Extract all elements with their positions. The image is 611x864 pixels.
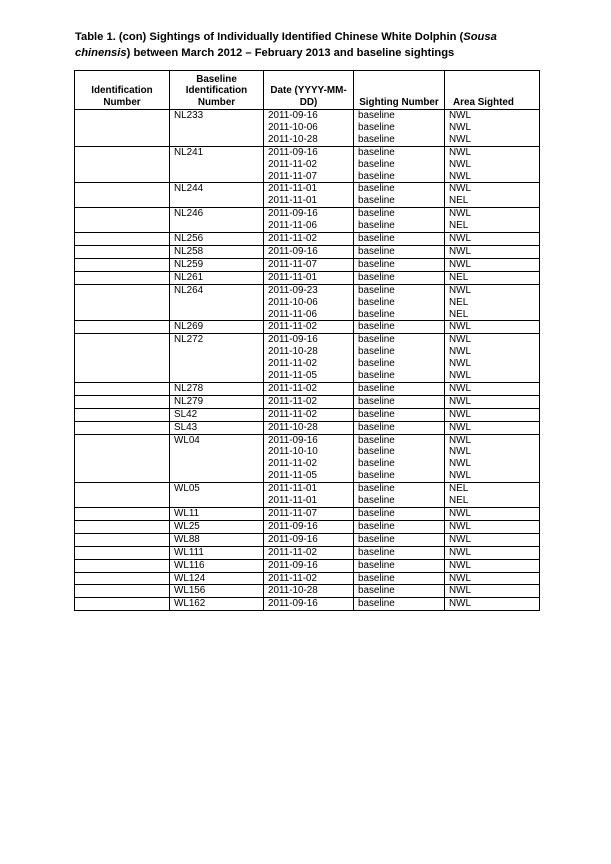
cell-area-sighted: NEL [445, 309, 540, 321]
cell-sighting-number: baseline [354, 183, 445, 195]
cell-sighting-number: baseline [354, 358, 445, 370]
cell-baseline-id [170, 220, 264, 232]
cell-baseline-id: WL111 [170, 546, 264, 559]
cell-identification-number [75, 284, 170, 296]
cell-sighting-number: baseline [354, 208, 445, 220]
cell-sighting-number: baseline [354, 134, 445, 146]
cell-baseline-id: WL116 [170, 559, 264, 572]
cell-date: 2011-11-02 [264, 572, 354, 585]
caption-prefix: Table 1. (con) Sightings of Individually Identified Chinese White Dolphin ( [75, 31, 464, 43]
cell-identification-number [75, 520, 170, 533]
cell-sighting-number: baseline [354, 546, 445, 559]
cell-date: 2011-11-07 [264, 171, 354, 183]
cell-identification-number [75, 159, 170, 171]
cell-baseline-id: SL42 [170, 408, 264, 421]
cell-baseline-id: WL11 [170, 508, 264, 521]
cell-baseline-id [170, 297, 264, 309]
table-row [75, 159, 540, 171]
cell-baseline-id: NL244 [170, 183, 264, 195]
cell-baseline-id: SL43 [170, 421, 264, 434]
table-row [75, 134, 540, 146]
caption-suffix: ) between March 2012 – February 2013 and baseline sightings [126, 47, 455, 59]
table-row [75, 585, 540, 598]
cell-sighting-number: baseline [354, 458, 445, 470]
table-row [75, 321, 540, 334]
cell-date: 2011-11-02 [264, 358, 354, 370]
cell-identification-number [75, 382, 170, 395]
cell-baseline-id: WL25 [170, 520, 264, 533]
cell-sighting-number: baseline [354, 483, 445, 495]
header-baseline-identification-number: Baseline Identification Number [170, 71, 264, 110]
cell-date: 2011-11-02 [264, 159, 354, 171]
cell-area-sighted: NWL [445, 458, 540, 470]
header-identification-number: Identification Number [75, 71, 170, 110]
caption-species: Sousa chinensis [75, 31, 497, 59]
cell-sighting-number: baseline [354, 122, 445, 134]
table-row [75, 572, 540, 585]
cell-identification-number [75, 134, 170, 146]
cell-baseline-id: NL246 [170, 208, 264, 220]
sightings-table [74, 70, 540, 611]
cell-date: 2011-11-02 [264, 395, 354, 408]
cell-area-sighted: NEL [445, 483, 540, 495]
cell-identification-number [75, 446, 170, 458]
cell-sighting-number: baseline [354, 346, 445, 358]
cell-identification-number [75, 297, 170, 309]
cell-identification-number [75, 146, 170, 158]
cell-identification-number [75, 171, 170, 183]
cell-baseline-id [170, 122, 264, 134]
table-row [75, 598, 540, 611]
cell-sighting-number: baseline [354, 559, 445, 572]
cell-sighting-number: baseline [354, 533, 445, 546]
cell-sighting-number: baseline [354, 284, 445, 296]
cell-sighting-number: baseline [354, 408, 445, 421]
table-row [75, 220, 540, 232]
cell-sighting-number: baseline [354, 297, 445, 309]
table-row [75, 122, 540, 134]
table-row [75, 297, 540, 309]
cell-area-sighted: NWL [445, 533, 540, 546]
cell-area-sighted: NWL [445, 382, 540, 395]
cell-identification-number [75, 183, 170, 195]
cell-baseline-id: NL233 [170, 110, 264, 122]
cell-area-sighted: NEL [445, 195, 540, 207]
cell-area-sighted: NEL [445, 495, 540, 507]
cell-area-sighted: NWL [445, 508, 540, 521]
cell-sighting-number: baseline [354, 334, 445, 346]
cell-baseline-id: WL124 [170, 572, 264, 585]
cell-area-sighted: NWL [445, 159, 540, 171]
table-row [75, 258, 540, 271]
cell-baseline-id [170, 309, 264, 321]
cell-baseline-id: NL272 [170, 334, 264, 346]
cell-area-sighted: NWL [445, 559, 540, 572]
cell-sighting-number: baseline [354, 508, 445, 521]
cell-date: 2011-11-01 [264, 195, 354, 207]
cell-sighting-number: baseline [354, 395, 445, 408]
cell-date: 2011-11-01 [264, 271, 354, 284]
cell-area-sighted: NEL [445, 271, 540, 284]
cell-area-sighted: NWL [445, 122, 540, 134]
cell-date: 2011-11-01 [264, 183, 354, 195]
cell-identification-number [75, 408, 170, 421]
cell-date: 2011-11-02 [264, 408, 354, 421]
cell-area-sighted: NEL [445, 220, 540, 232]
cell-area-sighted: NWL [445, 171, 540, 183]
cell-date: 2011-10-28 [264, 585, 354, 598]
cell-baseline-id [170, 159, 264, 171]
cell-sighting-number: baseline [354, 171, 445, 183]
cell-area-sighted: NWL [445, 434, 540, 446]
table-row [75, 271, 540, 284]
cell-date: 2011-10-28 [264, 346, 354, 358]
cell-date: 2011-10-28 [264, 134, 354, 146]
cell-identification-number [75, 585, 170, 598]
cell-identification-number [75, 546, 170, 559]
table-row [75, 195, 540, 207]
header-area-sighted: Area Sighted [445, 71, 540, 110]
table-row [75, 346, 540, 358]
cell-baseline-id: NL264 [170, 284, 264, 296]
table-body [75, 110, 540, 611]
cell-area-sighted: NWL [445, 284, 540, 296]
cell-date: 2011-11-02 [264, 458, 354, 470]
cell-area-sighted: NWL [445, 520, 540, 533]
cell-baseline-id [170, 195, 264, 207]
cell-area-sighted: NWL [445, 208, 540, 220]
cell-date: 2011-11-06 [264, 220, 354, 232]
cell-area-sighted: NWL [445, 572, 540, 585]
cell-date: 2011-09-16 [264, 245, 354, 258]
cell-sighting-number: baseline [354, 110, 445, 122]
table-row [75, 245, 540, 258]
cell-sighting-number: baseline [354, 146, 445, 158]
cell-identification-number [75, 346, 170, 358]
cell-date: 2011-09-23 [264, 284, 354, 296]
cell-date: 2011-09-16 [264, 110, 354, 122]
cell-date: 2011-11-02 [264, 321, 354, 334]
cell-area-sighted: NWL [445, 134, 540, 146]
cell-area-sighted: NWL [445, 146, 540, 158]
table-row [75, 508, 540, 521]
cell-area-sighted: NWL [445, 598, 540, 611]
cell-sighting-number: baseline [354, 495, 445, 507]
cell-baseline-id [170, 346, 264, 358]
cell-identification-number [75, 508, 170, 521]
cell-sighting-number: baseline [354, 309, 445, 321]
cell-date: 2011-11-06 [264, 309, 354, 321]
cell-baseline-id: WL156 [170, 585, 264, 598]
cell-area-sighted: NWL [445, 546, 540, 559]
cell-identification-number [75, 309, 170, 321]
cell-baseline-id [170, 470, 264, 482]
table-row [75, 546, 540, 559]
cell-baseline-id: NL261 [170, 271, 264, 284]
cell-sighting-number: baseline [354, 370, 445, 382]
cell-area-sighted: NWL [445, 245, 540, 258]
cell-sighting-number: baseline [354, 421, 445, 434]
cell-date: 2011-11-01 [264, 495, 354, 507]
cell-sighting-number: baseline [354, 520, 445, 533]
table-row [75, 395, 540, 408]
cell-baseline-id [170, 495, 264, 507]
cell-baseline-id: NL258 [170, 245, 264, 258]
cell-sighting-number: baseline [354, 434, 445, 446]
cell-identification-number [75, 533, 170, 546]
cell-identification-number [75, 220, 170, 232]
table-row [75, 458, 540, 470]
table-row [75, 110, 540, 122]
cell-date: 2011-11-02 [264, 382, 354, 395]
cell-sighting-number: baseline [354, 598, 445, 611]
cell-date: 2011-11-05 [264, 370, 354, 382]
table-row [75, 284, 540, 296]
cell-baseline-id: WL04 [170, 434, 264, 446]
cell-baseline-id [170, 171, 264, 183]
cell-sighting-number: baseline [354, 572, 445, 585]
cell-identification-number [75, 110, 170, 122]
cell-identification-number [75, 598, 170, 611]
cell-sighting-number: baseline [354, 271, 445, 284]
cell-identification-number [75, 370, 170, 382]
cell-baseline-id: WL88 [170, 533, 264, 546]
cell-baseline-id: NL278 [170, 382, 264, 395]
cell-sighting-number: baseline [354, 233, 445, 246]
cell-identification-number [75, 245, 170, 258]
cell-identification-number [75, 483, 170, 495]
cell-sighting-number: baseline [354, 258, 445, 271]
cell-date: 2011-09-16 [264, 598, 354, 611]
cell-date: 2011-09-16 [264, 533, 354, 546]
cell-date: 2011-09-16 [264, 208, 354, 220]
cell-area-sighted: NWL [445, 408, 540, 421]
table-row [75, 370, 540, 382]
cell-date: 2011-11-07 [264, 508, 354, 521]
cell-date: 2011-11-05 [264, 470, 354, 482]
cell-date: 2011-09-16 [264, 146, 354, 158]
table-row [75, 533, 540, 546]
cell-sighting-number: baseline [354, 195, 445, 207]
table-row [75, 183, 540, 195]
cell-date: 2011-09-16 [264, 520, 354, 533]
cell-sighting-number: baseline [354, 245, 445, 258]
cell-identification-number [75, 572, 170, 585]
cell-baseline-id [170, 446, 264, 458]
cell-identification-number [75, 208, 170, 220]
cell-date: 2011-10-06 [264, 122, 354, 134]
cell-area-sighted: NWL [445, 183, 540, 195]
cell-date: 2011-11-07 [264, 258, 354, 271]
cell-sighting-number: baseline [354, 585, 445, 598]
cell-date: 2011-10-06 [264, 297, 354, 309]
cell-area-sighted: NEL [445, 297, 540, 309]
cell-area-sighted: NWL [445, 358, 540, 370]
cell-identification-number [75, 470, 170, 482]
cell-date: 2011-10-10 [264, 446, 354, 458]
cell-baseline-id: NL279 [170, 395, 264, 408]
table-row [75, 408, 540, 421]
table-row [75, 470, 540, 482]
table-row [75, 171, 540, 183]
table-caption [75, 29, 545, 61]
cell-area-sighted: NWL [445, 395, 540, 408]
cell-baseline-id: NL256 [170, 233, 264, 246]
cell-sighting-number: baseline [354, 159, 445, 171]
cell-identification-number [75, 233, 170, 246]
cell-sighting-number: baseline [354, 470, 445, 482]
cell-identification-number [75, 358, 170, 370]
cell-baseline-id: NL269 [170, 321, 264, 334]
cell-area-sighted: NWL [445, 258, 540, 271]
cell-area-sighted: NWL [445, 585, 540, 598]
cell-date: 2011-09-16 [264, 434, 354, 446]
cell-identification-number [75, 434, 170, 446]
cell-area-sighted: NWL [445, 233, 540, 246]
cell-area-sighted: NWL [445, 110, 540, 122]
cell-sighting-number: baseline [354, 382, 445, 395]
table-row [75, 434, 540, 446]
cell-identification-number [75, 321, 170, 334]
table-row [75, 483, 540, 495]
cell-baseline-id [170, 458, 264, 470]
table-row [75, 446, 540, 458]
cell-identification-number [75, 458, 170, 470]
cell-baseline-id: WL05 [170, 483, 264, 495]
table-row [75, 358, 540, 370]
table-row [75, 382, 540, 395]
cell-area-sighted: NWL [445, 321, 540, 334]
cell-area-sighted: NWL [445, 446, 540, 458]
cell-sighting-number: baseline [354, 321, 445, 334]
cell-date: 2011-09-16 [264, 334, 354, 346]
table-row [75, 146, 540, 158]
cell-identification-number [75, 559, 170, 572]
cell-identification-number [75, 271, 170, 284]
table-row [75, 495, 540, 507]
cell-baseline-id: NL259 [170, 258, 264, 271]
cell-area-sighted: NWL [445, 346, 540, 358]
table-row [75, 309, 540, 321]
cell-identification-number [75, 195, 170, 207]
cell-baseline-id [170, 358, 264, 370]
cell-area-sighted: NWL [445, 334, 540, 346]
header-sighting-number: Sighting Number [354, 71, 445, 110]
cell-identification-number [75, 122, 170, 134]
cell-identification-number [75, 258, 170, 271]
cell-date: 2011-11-02 [264, 233, 354, 246]
cell-identification-number [75, 395, 170, 408]
table-row [75, 208, 540, 220]
cell-identification-number [75, 334, 170, 346]
cell-identification-number [75, 421, 170, 434]
table-row [75, 233, 540, 246]
cell-date: 2011-11-01 [264, 483, 354, 495]
cell-date: 2011-10-28 [264, 421, 354, 434]
cell-area-sighted: NWL [445, 421, 540, 434]
table-row [75, 421, 540, 434]
cell-baseline-id [170, 370, 264, 382]
cell-identification-number [75, 495, 170, 507]
cell-baseline-id: NL241 [170, 146, 264, 158]
cell-area-sighted: NWL [445, 370, 540, 382]
cell-sighting-number: baseline [354, 220, 445, 232]
cell-sighting-number: baseline [354, 446, 445, 458]
table-row [75, 520, 540, 533]
cell-baseline-id: WL162 [170, 598, 264, 611]
header-row [75, 71, 540, 110]
table-row [75, 559, 540, 572]
cell-date: 2011-11-02 [264, 546, 354, 559]
cell-date: 2011-09-16 [264, 559, 354, 572]
header-date: Date (YYYY-MM-DD) [264, 71, 354, 110]
cell-area-sighted: NWL [445, 470, 540, 482]
cell-baseline-id [170, 134, 264, 146]
table-row [75, 334, 540, 346]
